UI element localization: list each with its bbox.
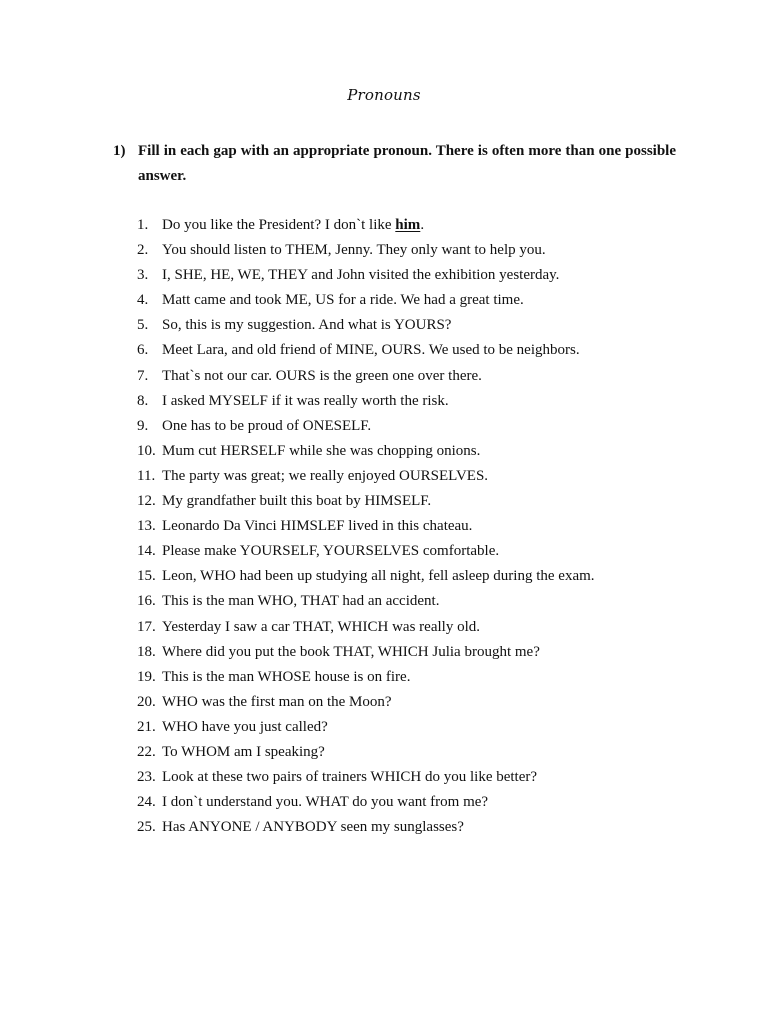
exercise-text: Yesterday I saw a car THAT, WHICH was really old.: [162, 618, 480, 635]
exercise-number: 22.: [137, 743, 156, 760]
exercise-text: Leon, WHO had been up studying all night, fell asleep during the exam.: [162, 568, 595, 585]
exercise-text: Look at these two pairs of trainers WHICH do you like better?: [162, 769, 538, 786]
exercise-text-after: .: [420, 217, 425, 233]
exercise-number: 18.: [137, 643, 156, 660]
exercise-text: Has ANYONE / ANYBODY seen my sunglasses?: [162, 819, 464, 836]
page-title: Pronouns: [347, 86, 421, 104]
exercise-number: 21.: [137, 718, 156, 735]
exercise-number: 10.: [137, 442, 156, 459]
exercise-number: 23.: [137, 769, 156, 786]
exercise-number: 25.: [137, 819, 156, 836]
exercise-text-before: Do you like the President? I don`t like: [162, 217, 396, 233]
exercise-text: The party was great; we really enjoyed OURSELVES.: [162, 467, 489, 484]
exercise-number: 15.: [137, 568, 156, 585]
exercise-text: To WHOM am I speaking?: [162, 743, 325, 760]
exercise-text: So, this is my suggestion. And what is YOURS?: [162, 317, 452, 334]
exercise-text: One has to be proud of ONESELF.: [162, 417, 372, 434]
exercise-text: My grandfather built this boat by HIMSELF.: [162, 493, 432, 510]
exercise-text: Where did you put the book THAT, WHICH Julia brought me?: [162, 643, 540, 660]
exercise-number: 8.: [137, 392, 149, 409]
exercise-text: That`s not our car. OURS is the green one over there.: [162, 367, 482, 384]
exercise-text: I, SHE, HE, WE, THEY and John visited the exhibition yesterday.: [162, 267, 560, 284]
exercise-number: 3.: [137, 267, 149, 284]
exercise-number: 17.: [137, 618, 156, 635]
exercise-number: 5.: [137, 317, 149, 334]
exercise-number: 11.: [137, 467, 156, 484]
exercise-text: [162, 213, 424, 238]
task-text: Fill in each gap with an appropriate pronoun. There is often more than one possible answer.: [138, 143, 676, 184]
exercise-text: Please make YOURSELF, YOURSELVES comfortable.: [162, 543, 500, 560]
exercise-number: 1.: [137, 217, 149, 233]
task-number: 1): [113, 143, 126, 159]
exercise-text: Leonardo Da Vinci HIMSLEF lived in this chateau.: [162, 518, 473, 535]
exercise-number: 2.: [137, 242, 149, 259]
exercise-number: 20.: [137, 693, 156, 710]
exercise-number: 13.: [137, 518, 156, 535]
exercise-text: This is the man WHOSE house is on fire.: [162, 668, 411, 685]
example-answer: him: [395, 217, 421, 233]
exercise-text: WHO was the first man on the Moon?: [162, 693, 392, 710]
exercise-number: 19.: [137, 668, 156, 685]
task-instruction: [113, 139, 676, 189]
exercise-text: I asked MYSELF if it was really worth the risk.: [162, 392, 449, 409]
exercise-number: 14.: [137, 543, 156, 560]
exercise-number: 24.: [137, 794, 156, 811]
exercise-text: Mum cut HERSELF while she was chopping onions.: [162, 442, 481, 459]
exercise-text: I don`t understand you. WHAT do you want from me?: [162, 794, 489, 811]
exercise-text: WHO have you just called?: [162, 718, 328, 735]
exercise-number: 4.: [137, 292, 149, 309]
exercise-text: Meet Lara, and old friend of MINE, OURS. We used to be neighbors.: [162, 342, 580, 359]
exercise-number: 6.: [137, 342, 149, 359]
exercise-text: You should listen to THEM, Jenny. They only want to help you.: [162, 242, 546, 259]
exercise-number: 7.: [137, 367, 149, 384]
exercise-number: 9.: [137, 417, 149, 434]
exercise-number: 16.: [137, 593, 156, 610]
exercise-number: 12.: [137, 493, 156, 510]
exercise-text: This is the man WHO, THAT had an accident.: [162, 593, 440, 610]
exercise-text: Matt came and took ME, US for a ride. We had a great time.: [162, 292, 524, 309]
